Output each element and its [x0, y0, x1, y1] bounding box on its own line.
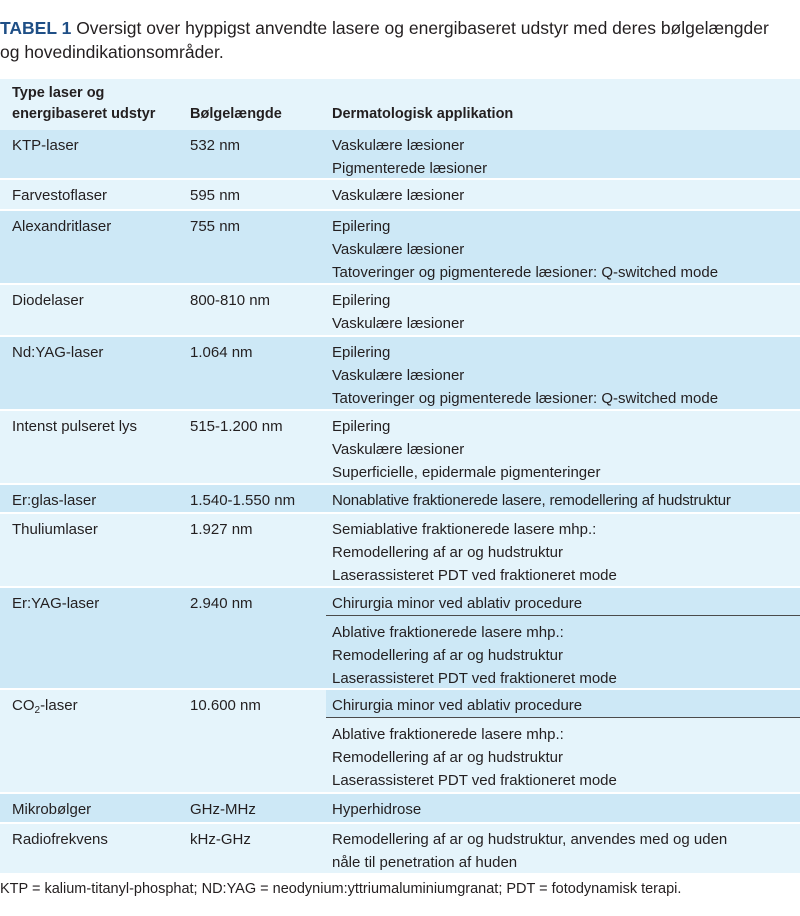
table-header [0, 79, 800, 130]
table-caption [0, 16, 790, 64]
table-row [0, 485, 800, 512]
caption-text: Oversigt over hyppigst anvendte lasere og energibaseret udstyr med deres bølgelængder og hovedindikationsområder. [0, 18, 769, 62]
cell-type: Alexandritlaser [12, 218, 112, 235]
table-row [0, 211, 800, 283]
table-footnote: KTP = kalium-titanyl-phosphat; ND:YAG = neodynium:yttriumaluminiumgranat; PDT = fotodynamisk terapi. [0, 881, 682, 897]
table-row [0, 794, 800, 822]
cell-application: Vaskulære læsioner [332, 187, 465, 204]
cell-type: Diodelaser [12, 292, 84, 309]
cell-application: Epilering Vaskulære læsioner Tatoveringer og pigmenterede læsioner: Q-switched mode [332, 218, 719, 281]
cell-wavelength: 800-810 nm [190, 292, 271, 309]
cell-application: Hyperhidrose [332, 801, 422, 818]
cell-type: Thuliumlaser [12, 521, 98, 538]
cell-type: Er:YAG-laser [12, 595, 100, 612]
header-application: Dermatologisk applikation [332, 106, 514, 122]
cell-type: KTP-laser [12, 137, 79, 154]
cell-type: $CO_2$-laser [12, 697, 78, 716]
header-wavelength: Bølgelængde [190, 106, 282, 122]
table-row [0, 411, 800, 483]
cell-wavelength: 1.927 nm [190, 521, 253, 538]
cell-type: Nd:YAG-laser [12, 344, 104, 361]
cell-wavelength: 10.600 nm [190, 697, 261, 714]
cell-type: Radiofrekvens [12, 831, 108, 848]
cell-wavelength: 515-1.200 nm [190, 418, 283, 435]
cell-wavelength: kHz-GHz [190, 831, 251, 848]
cell-wavelength: 755 nm [190, 218, 241, 235]
cell-application: Epilering Vaskulære læsioner Tatoveringer og pigmenterede læsioner: Q-switched mode [332, 344, 719, 407]
cell-divider [326, 717, 800, 718]
cell-application: Chirurgia minor ved ablativ procedure [326, 690, 800, 717]
cell-type: Farvestoflaser [12, 187, 108, 204]
cell-wavelength: 2.940 nm [190, 595, 253, 612]
header-type: Type laser og energibaseret udstyr [12, 85, 156, 122]
table-row [0, 180, 800, 209]
cell-divider [326, 615, 800, 616]
cell-wavelength: 1.540-1.550 nm [190, 492, 296, 509]
cell-application: Epilering Vaskulære læsioner Superficielle, epidermale pigmenteringer [332, 418, 601, 481]
cell-application: Semiablative fraktionerede lasere mhp.: Remodellering af ar og hudstruktur Laserassisteret PDT ved fraktioneret mode [332, 521, 617, 584]
cell-type: Mikrobølger [12, 801, 92, 818]
cell-application: Epilering Vaskulære læsioner [332, 292, 465, 332]
cell-application: Vaskulære læsioner Pigmenterede læsioner [332, 137, 488, 177]
cell-type: Intenst pulseret lys [12, 418, 138, 435]
table-row [0, 514, 800, 586]
caption-label: TABEL 1 [0, 18, 72, 38]
cell-wavelength: 1.064 nm [190, 344, 253, 361]
cell-wavelength: 532 nm [190, 137, 241, 154]
table-row [0, 285, 800, 335]
cell-application: Remodellering af ar og hudstruktur, anvendes med og uden nåle til penetration af huden [332, 831, 728, 871]
cell-type: Er:glas-laser [12, 492, 97, 509]
table-row [0, 337, 800, 409]
cell-application: Nonablative fraktionerede lasere, remodellering af hudstruktur [332, 492, 731, 509]
cell-wavelength: GHz-MHz [190, 801, 256, 818]
table-row: Er:YAG-laser 2.940 nm Chirurgia minor ved ablativ procedure Ablative fraktionerede lasere mhp.: Remodellering af ar og hudstruktur Laserassisteret PDT ved fraktioneret mode [0, 588, 800, 688]
cell-wavelength: 595 nm [190, 187, 241, 204]
table-row [0, 824, 800, 873]
laser-table [0, 79, 800, 873]
table-row [0, 130, 800, 178]
table-row: $CO_2$-laser 10.600 nm Chirurgia minor ved ablativ procedure Ablative fraktionerede lasere mhp.: Remodellering af ar og hudstruktur Laserassisteret PDT ved fraktioneret mode [0, 690, 800, 792]
